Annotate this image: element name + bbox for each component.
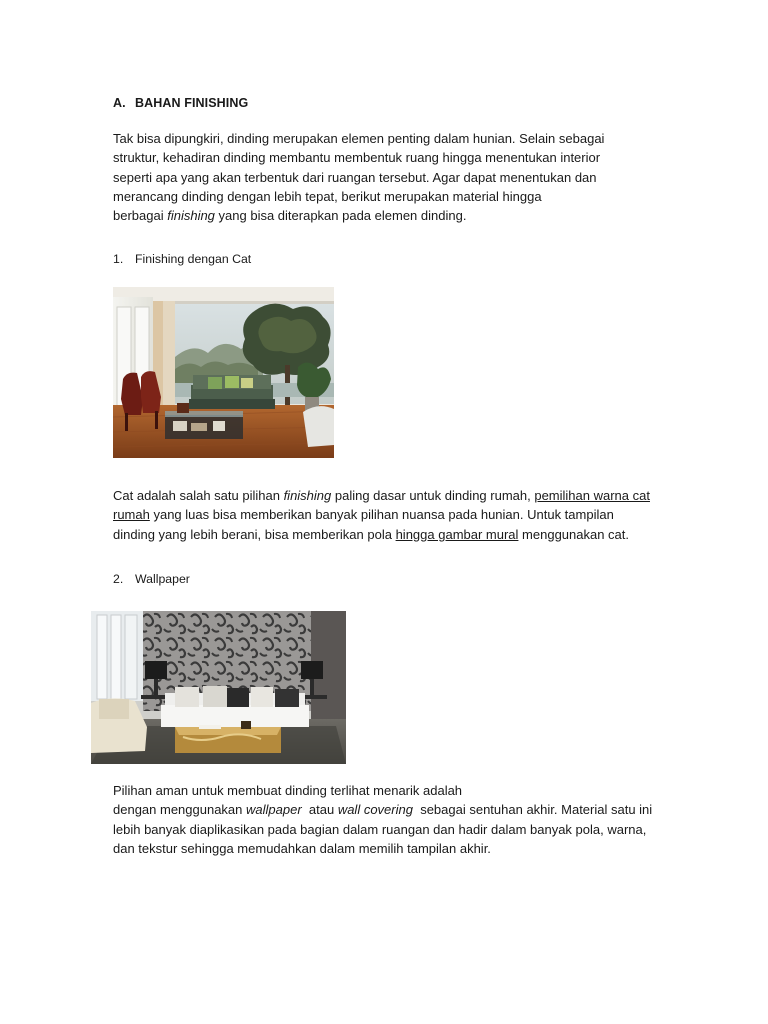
wallpaper-text: dengan menggunakan [113, 802, 247, 818]
section-number: A. [113, 96, 126, 110]
mural-link[interactable]: hingga gambar mural [395, 526, 519, 542]
paint-line [113, 525, 693, 544]
living-room-mural-photo [113, 287, 334, 458]
paint-italic: finishing [283, 488, 332, 503]
intro-line [113, 206, 693, 225]
intro-text: berbagai [113, 208, 168, 224]
intro-italic: finishing [167, 208, 215, 224]
paint-line [113, 486, 693, 505]
item-title: Finishing dengan Cat [135, 252, 252, 266]
paint-line [113, 505, 693, 524]
wallpaper-line [113, 800, 693, 819]
intro-line: merancang dinding dengan lebih tepat, berikut merupakan material hingga [113, 188, 542, 204]
intro-text: yang bisa diterapkan pada elemen dinding. [214, 208, 467, 224]
wallpaper-italic: wall covering [337, 802, 413, 818]
paint-color-link[interactable]: rumah [113, 507, 150, 523]
paint-text: yang luas bisa memberikan banyak pilihan nuansa pada hunian. Untuk tampilan [149, 507, 614, 523]
item-number: 2. [113, 572, 124, 586]
wallpaper-italic: wallpaper [246, 802, 302, 818]
item-heading-2 [113, 572, 190, 586]
wallpaper-line: lebih banyak diaplikasikan pada bagian dalam ruangan dan hadir dalam banyak pola, warna, [113, 821, 647, 837]
wallpaper-line: dan tekstur sehingga memudahkan dalam memilih tampilan akhir. [113, 840, 491, 856]
intro-paragraph [113, 129, 693, 225]
wallpaper-room-photo [91, 611, 346, 764]
paint-text: paling dasar untuk dinding rumah, [331, 488, 535, 503]
paint-text: Cat adalah salah satu pilihan [113, 488, 284, 503]
wallpaper-text: sebagai sentuhan akhir. Material satu ini [412, 802, 653, 818]
section-title: BAHAN FINISHING [135, 96, 249, 110]
wallpaper-text: atau [301, 802, 338, 818]
intro-line: Tak bisa dipungkiri, dinding merupakan elemen penting dalam hunian. Selain sebagai [113, 131, 605, 146]
section-heading [113, 96, 248, 110]
wallpaper-line: Pilihan aman untuk membuat dinding terlihat menarik adalah [113, 783, 463, 798]
paint-text: menggunakan cat. [518, 526, 630, 542]
paint-color-link[interactable]: pemilihan warna cat [534, 488, 650, 503]
intro-line: seperti apa yang akan terbentuk dari ruangan tersebut. Agar dapat menentukan dan [113, 169, 597, 185]
item-heading-1 [113, 252, 251, 266]
paint-text: dinding yang lebih berani, bisa memberikan pola [113, 526, 396, 542]
item-number: 1. [113, 252, 124, 266]
paint-paragraph [113, 486, 693, 544]
item-title: Wallpaper [135, 572, 190, 586]
intro-line: struktur, kehadiran dinding membantu membentuk ruang hingga menentukan interior [113, 150, 601, 166]
wallpaper-paragraph [113, 781, 693, 858]
